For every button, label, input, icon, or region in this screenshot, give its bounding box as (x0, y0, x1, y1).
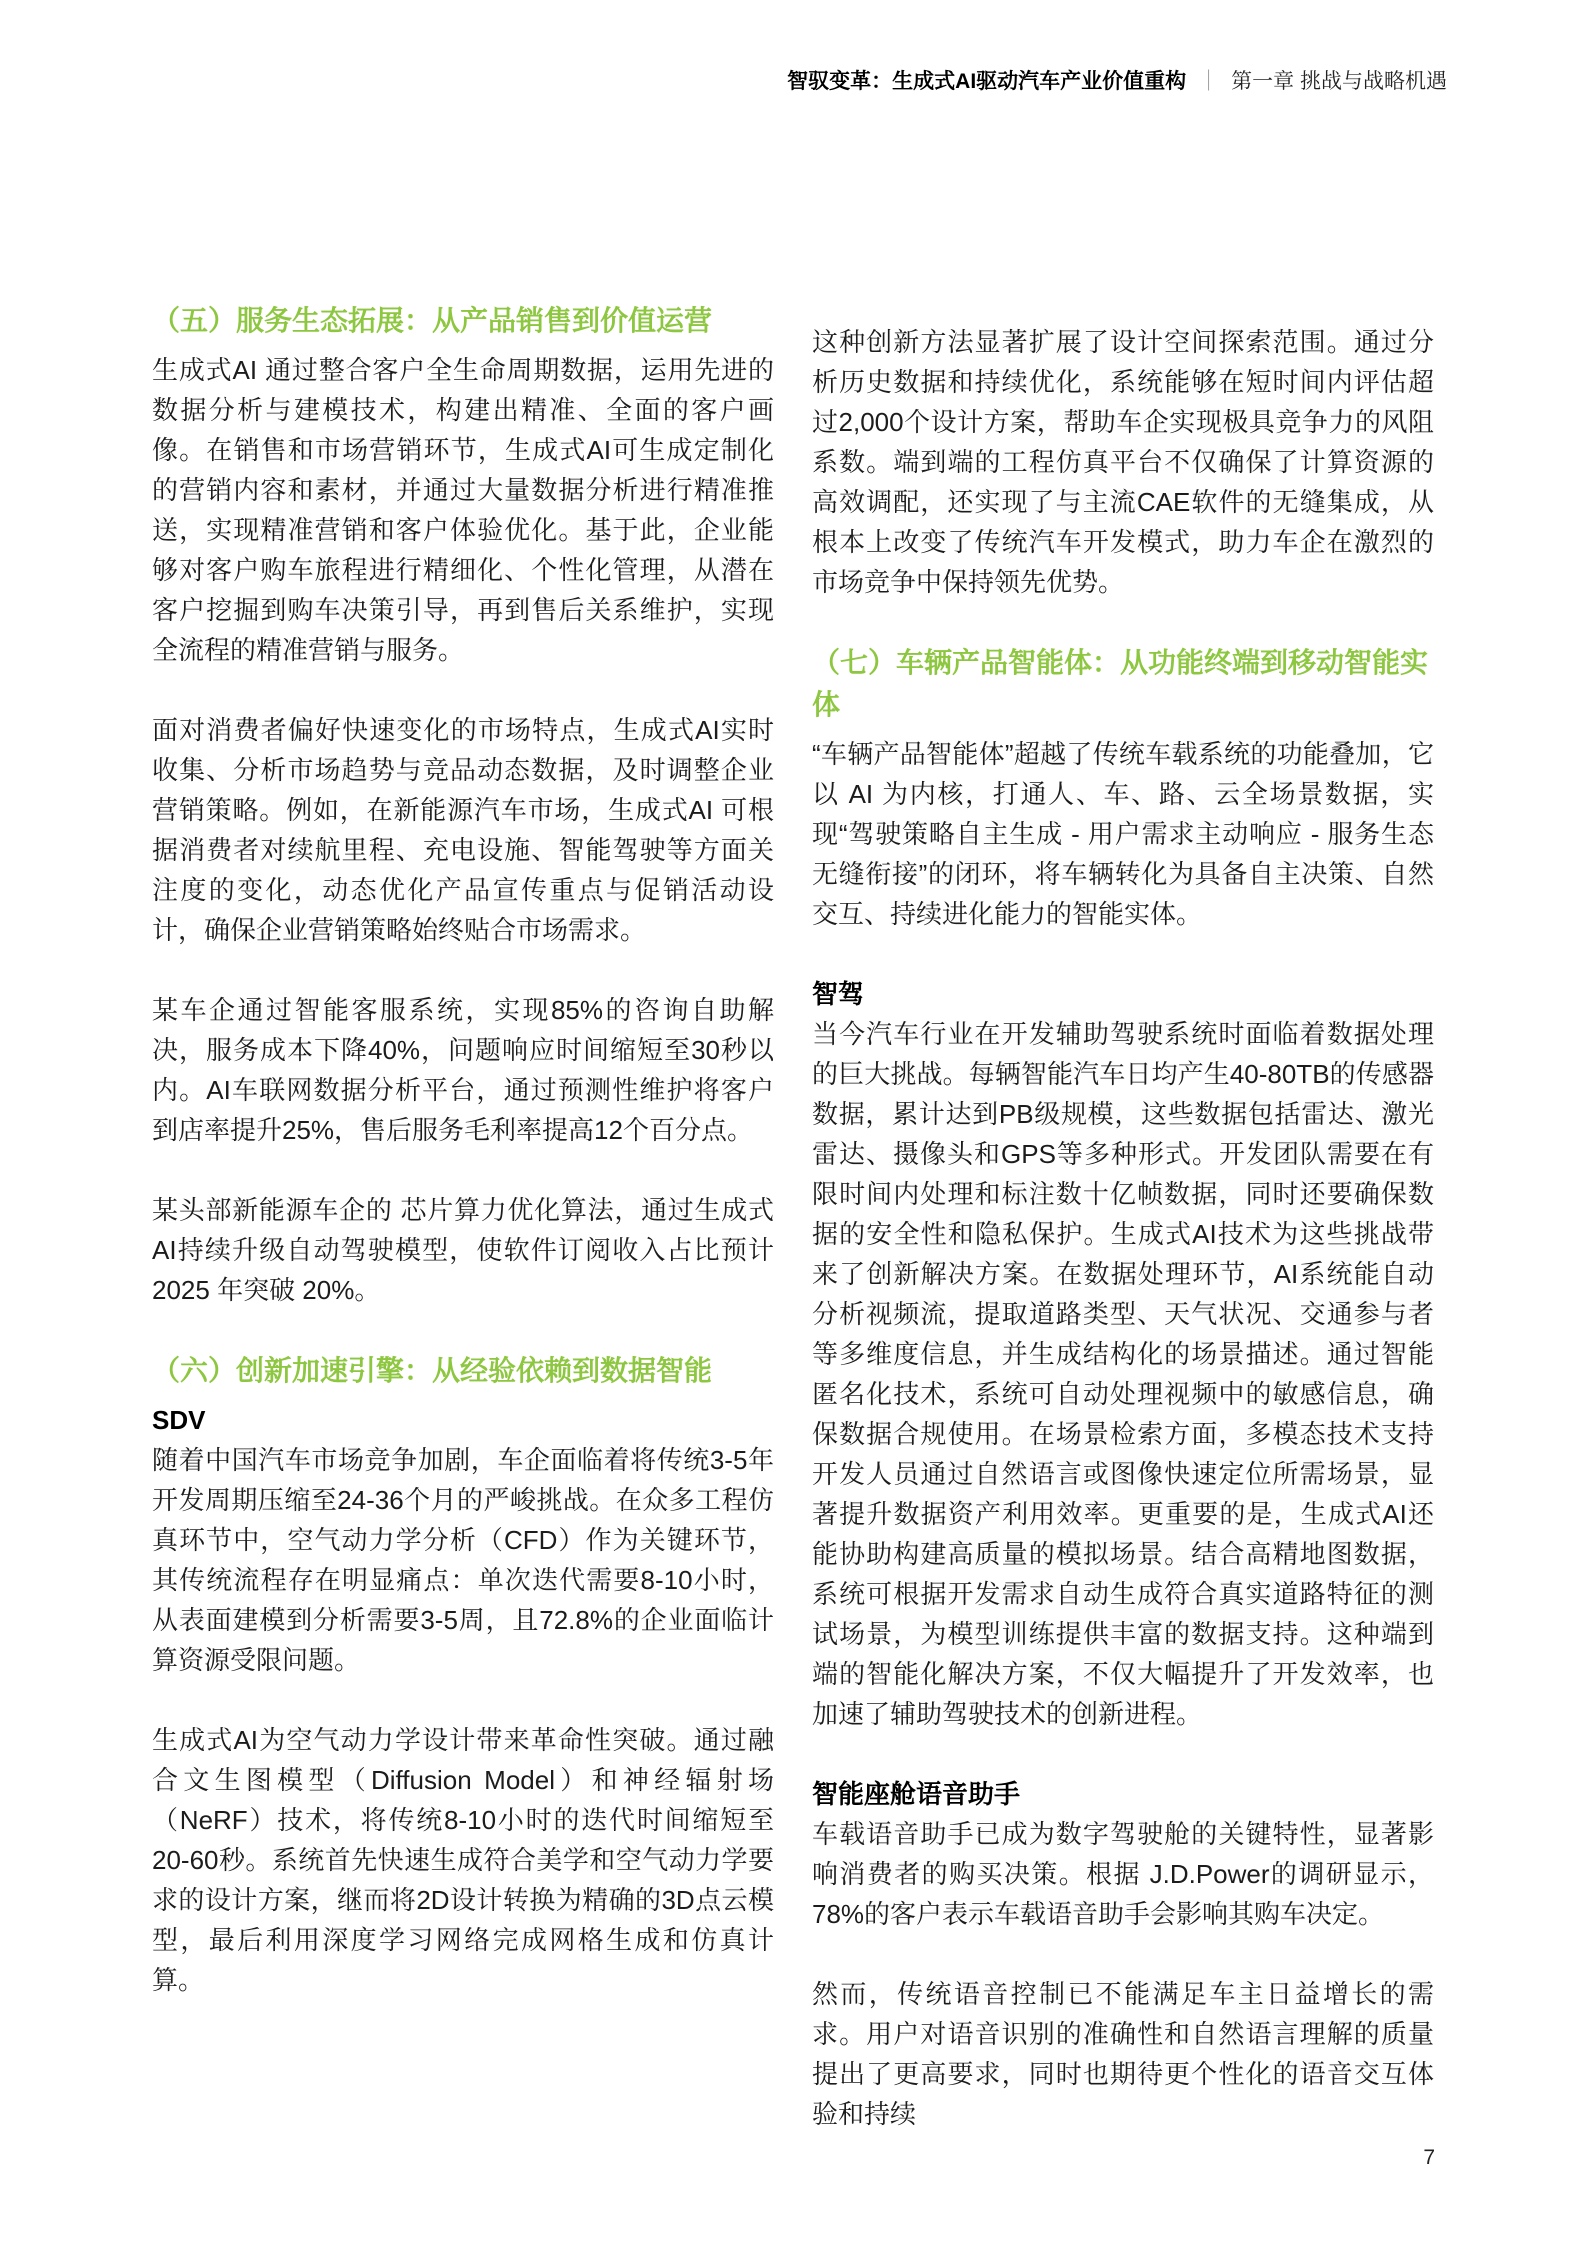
page-header (787, 68, 1447, 96)
page-number: 7 (1423, 2146, 1435, 2169)
paragraph: 面对消费者偏好快速变化的市场特点，生成式AI实时收集、分析市场趋势与竞品动态数据，及时调整企业营销策略。例如，在新能源汽车市场，生成式AI 可根据消费者对续航里程、充电设施、智能驾驶等方面关注度的变化，动态优化产品宣传重点与促销活动设计，确保企业营销策略始终贴合市场需求。 (152, 715, 774, 945)
right-column (812, 322, 1434, 2134)
section-heading: （五）服务生态拓展：从产品销售到价值运营 (152, 305, 713, 336)
paragraph: 生成式AI 通过整合客户全生命周期数据，运用先进的数据分析与建模技术，构建出精准、全面的客户画像。在销售和市场营销环节，生成式AI可生成定制化的营销内容和素材，并通过大量数据分析进行精准推送，实现精准营销和客户体验优化。基于此，企业能够对客户购车旅程进行精细化、个性化管理，从潜在客户挖掘到购车决策引导，再到售后关系维护，实现全流程的精准营销与服务。 (152, 355, 774, 665)
paragraph: 某头部新能源车企的 芯片算力优化算法，通过生成式AI持续升级自动驾驶模型，使软件订阅收入占比预计2025 年突破 20%。 (152, 1195, 774, 1305)
subheading: 智能座舱语音助手 (812, 1779, 1021, 1809)
paragraph: 车载语音助手已成为数字驾驶舱的关键特性，显著影响消费者的购买决策。根据 J.D.Power的调研显示，78%的客户表示车载语音助手会影响其购车决定。 (812, 1819, 1434, 1929)
subheading: 智驾 (812, 979, 865, 1009)
paragraph: 然而，传统语音控制已不能满足车主日益增长的需求。用户对语音识别的准确性和自然语言理解的质量提出了更高要求，同时也期待更个性化的语音交互体验和持续 (812, 1979, 1434, 2129)
left-column (152, 300, 774, 2000)
chapter-title: 第一章 挑战与战略机遇 (1231, 70, 1447, 93)
paragraph: 随着中国汽车市场竞争加剧，车企面临着将传统3-5年开发周期压缩至24-36个月的严峻挑战。在众多工程仿真环节中，空气动力学分析（CFD）作为关键环节，其传统流程存在明显痛点：单次迭代需要8-10小时，从表面建模到分析需要3-5周，且72.8%的企业面临计算资源受限问题。 (152, 1445, 774, 1675)
paragraph: 某车企通过智能客服系统，实现85%的咨询自助解决，服务成本下降40%，问题响应时间缩短至30秒以内。AI车联网数据分析平台，通过预测性维护将客户到店率提升25%，售后服务毛利率提高12个百分点。 (152, 995, 774, 1145)
paragraph: “车辆产品智能体”超越了传统车载系统的功能叠加，它以 AI 为内核，打通人、车、路、云全场景数据，实现“驾驶策略自主生成 - 用户需求主动响应 - 服务生态无缝衔接”的闭环，将车辆转化为具备自主决策、自然交互、持续进化能力的智能实体。 (812, 739, 1434, 929)
section-heading: （七）车辆产品智能体：从功能终端到移动智能实体 (812, 647, 1429, 720)
subheading: SDV (152, 1405, 206, 1435)
section-heading: （六）创新加速引擎：从经验依赖到数据智能 (152, 1355, 713, 1386)
paragraph: 这种创新方法显著扩展了设计空间探索范围。通过分析历史数据和持续优化，系统能够在短时间内评估超过2,000个设计方案，帮助车企实现极具竞争力的风阻系数。端到端的工程仿真平台不仅确保了计算资源的高效调配，还实现了与主流CAE软件的无缝集成，从根本上改变了传统汽车开发模式，助力车企在激烈的市场竞争中保持领先优势。 (812, 327, 1434, 597)
paragraph: 当今汽车行业在开发辅助驾驶系统时面临着数据处理的巨大挑战。每辆智能汽车日均产生40-80TB的传感器数据，累计达到PB级规模，这些数据包括雷达、激光雷达、摄像头和GPS等多种形式。开发团队需要在有限时间内处理和标注数十亿帧数据，同时还要确保数据的安全性和隐私保护。生成式AI技术为这些挑战带来了创新解决方案。在数据处理环节，AI系统能自动分析视频流，提取道路类型、天气状况、交通参与者等多维度信息，并生成结构化的场景描述。通过智能匿名化技术，系统可自动处理视频中的敏感信息，确保数据合规使用。在场景检索方面，多模态技术支持开发人员通过自然语言或图像快速定位所需场景，显著提升数据资产利用效率。更重要的是，生成式AI还能协助构建高质量的模拟场景。结合高精地图数据，系统可根据开发需求自动生成符合真实道路特征的测试场景，为模型训练提供丰富的数据支持。这种端到端的智能化解决方案，不仅大幅提升了开发效率，也加速了辅助驾驶技术的创新进程。 (812, 1019, 1434, 1729)
header-divider: ｜ (1198, 70, 1220, 93)
report-title: 智驭变革：生成式AI驱动汽车产业价值重构 (787, 70, 1187, 93)
paragraph: 生成式AI为空气动力学设计带来革命性突破。通过融合文生图模型（Diffusion Model）和神经辐射场（NeRF）技术，将传统8-10小时的迭代时间缩短至20-60秒。系统首先快速生成符合美学和空气动力学要求的设计方案，继而将2D设计转换为精确的3D点云模型，最后利用深度学习网络完成网格生成和仿真计算。 (152, 1725, 774, 1995)
